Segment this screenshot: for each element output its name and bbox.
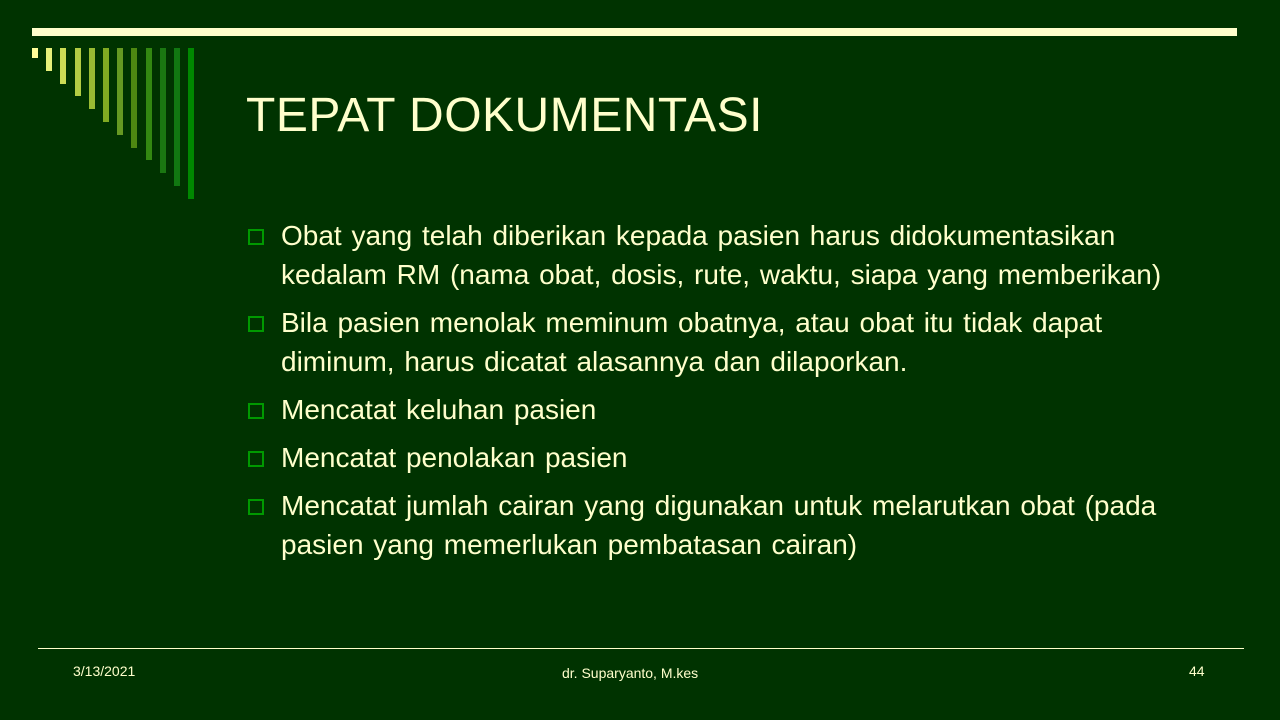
bullet-text: Bila pasien menolak meminum obatnya, atau obat itu tidak dapat diminum, harus dicatat alasannya dan dilaporkan.	[281, 307, 1103, 377]
decorative-stripe	[89, 48, 95, 109]
bullet-text: Mencatat keluhan pasien	[281, 394, 597, 425]
decorative-stripe	[32, 48, 38, 58]
bullet-text: Mencatat jumlah cairan yang digunakan untuk melarutkan obat (pada pasien yang memerlukan pembatasan cairan)	[281, 490, 1157, 560]
bullet-square-icon	[248, 403, 264, 419]
decorative-stripe	[117, 48, 123, 135]
footer-divider	[38, 648, 1244, 649]
bullet-text: Mencatat penolakan pasien	[281, 442, 628, 473]
footer-date: 3/13/2021	[73, 663, 136, 679]
decorative-stripe	[188, 48, 194, 199]
decorative-stripe	[60, 48, 66, 84]
bullet-square-icon	[248, 229, 264, 245]
decorative-stripe	[131, 48, 137, 148]
bullet-item	[246, 216, 1206, 294]
bullet-item	[246, 303, 1206, 381]
decorative-stripes	[0, 0, 220, 200]
decorative-stripe	[174, 48, 180, 186]
slide-number: 44	[1189, 663, 1205, 679]
bullet-item	[246, 486, 1206, 564]
bullet-list	[246, 216, 1206, 573]
decorative-stripe	[46, 48, 52, 71]
bullet-square-icon	[248, 316, 264, 332]
bullet-item	[246, 390, 1206, 429]
decorative-stripe	[103, 48, 109, 122]
bullet-square-icon	[248, 499, 264, 515]
bullet-square-icon	[248, 451, 264, 467]
bullet-item	[246, 438, 1206, 477]
decorative-stripe	[146, 48, 152, 160]
decorative-stripe	[160, 48, 166, 173]
footer-author: dr. Suparyanto, M.kes	[562, 665, 699, 681]
decorative-stripe	[75, 48, 81, 96]
bullet-text: Obat yang telah diberikan kepada pasien harus didokumentasikan kedalam RM (nama obat, dosis, rute, waktu, siapa yang memberikan)	[281, 220, 1162, 290]
slide-title: TEPAT DOKUMENTASI	[246, 89, 763, 142]
